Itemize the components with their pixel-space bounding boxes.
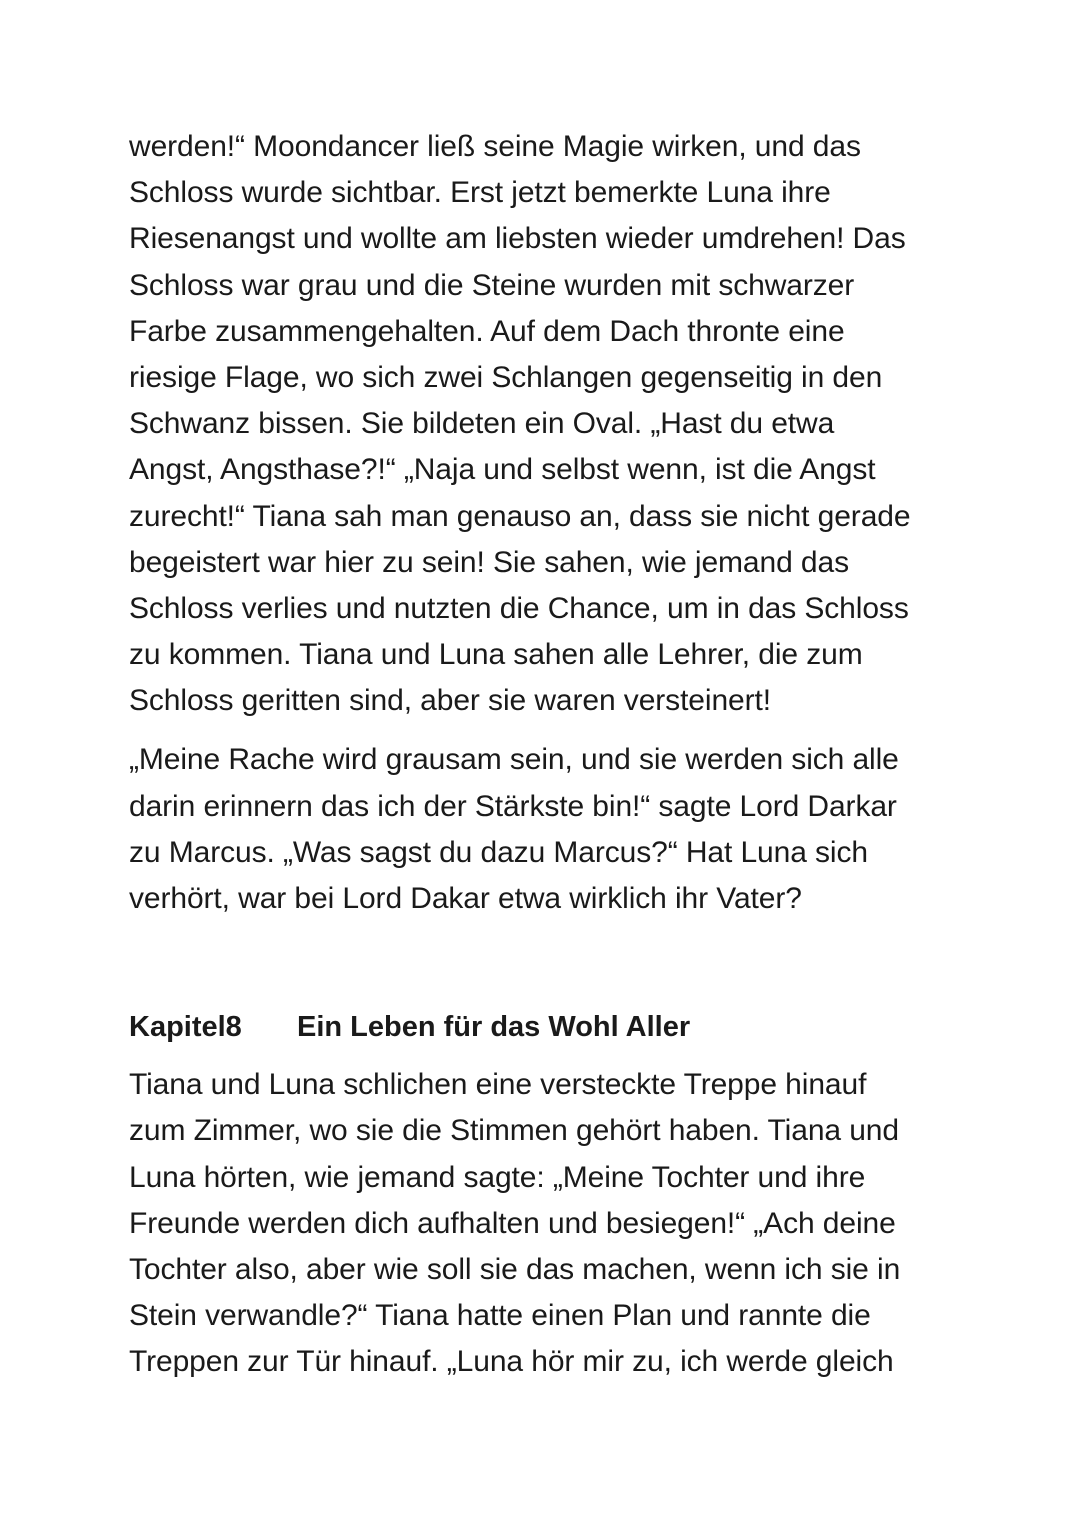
text-line: begeistert war hier zu sein! Sie sahen, wie jemand das bbox=[129, 545, 849, 579]
paragraph bbox=[129, 737, 959, 922]
document-page bbox=[129, 124, 959, 1386]
text-line: „Meine Rache wird grausam sein, und sie werden sich alle bbox=[129, 743, 899, 777]
text-line: Schwanz bissen. Sie bildeten ein Oval. „Hast du etwa bbox=[129, 407, 835, 441]
text-line: Schloss geritten sind, aber sie waren versteinert! bbox=[129, 684, 771, 718]
text-line: Schloss verlies und nutzten die Chance, um in das Schloss bbox=[129, 591, 909, 625]
text-line: zu kommen. Tiana und Luna sahen alle Lehrer, die zum bbox=[129, 638, 863, 672]
paragraph bbox=[129, 124, 959, 724]
chapter-title: Ein Leben für das Wohl Aller bbox=[297, 1011, 691, 1044]
paragraph bbox=[129, 1062, 959, 1385]
text-line: zurecht!“ Tiana sah man genauso an, dass sie nicht gerade bbox=[129, 499, 911, 533]
text-line: Schloss wurde sichtbar. Erst jetzt bemerkte Luna ihre bbox=[129, 176, 831, 210]
text-line: Farbe zusammengehalten. Auf dem Dach thronte eine bbox=[129, 314, 845, 348]
text-line: zum Zimmer, wo sie die Stimmen gehört haben. Tiana und bbox=[129, 1114, 899, 1148]
text-line: Angst, Angsthase?!“ „Naja und selbst wenn, ist die Angst bbox=[129, 453, 876, 487]
text-line: zu Marcus. „Was sagst du dazu Marcus?“ Hat Luna sich bbox=[129, 835, 868, 869]
text-line: riesige Flage, wo sich zwei Schlangen gegenseitig in den bbox=[129, 360, 883, 394]
text-line: Stein verwandle?“ Tiana hatte einen Plan und rannte die bbox=[129, 1299, 871, 1333]
text-line: Luna hörten, wie jemand sagte: „Meine Tochter und ihre bbox=[129, 1160, 866, 1194]
chapter-heading bbox=[129, 1004, 959, 1050]
text-line: verhört, war bei Lord Dakar etwa wirklich ihr Vater? bbox=[129, 882, 802, 915]
text-line: darin erinnern das ich der Stärkste bin!“ sagte Lord Darkar bbox=[129, 789, 897, 823]
chapter-label: Kapitel8 bbox=[129, 1011, 242, 1044]
text-line: Riesenangst und wollte am liebsten wieder umdrehen! Das bbox=[129, 222, 906, 256]
text-line: Treppen zur Tür hinauf. „Luna hör mir zu, ich werde gleich bbox=[129, 1345, 894, 1379]
paragraph-spacer bbox=[129, 724, 959, 737]
text-line: Freunde werden dich aufhalten und besiegen!“ „Ach deine bbox=[129, 1206, 896, 1240]
text-line: werden!“ Moondancer ließ seine Magie wirken, und das bbox=[129, 130, 861, 163]
text-line: Schloss war grau und die Steine wurden mit schwarzer bbox=[129, 268, 855, 302]
section-spacer bbox=[129, 922, 959, 1004]
text-line: Tiana und Luna schlichen eine versteckte Treppe hinauf bbox=[129, 1068, 867, 1102]
text-line: Tochter also, aber wie soll sie das machen, wenn ich sie in bbox=[129, 1252, 901, 1286]
